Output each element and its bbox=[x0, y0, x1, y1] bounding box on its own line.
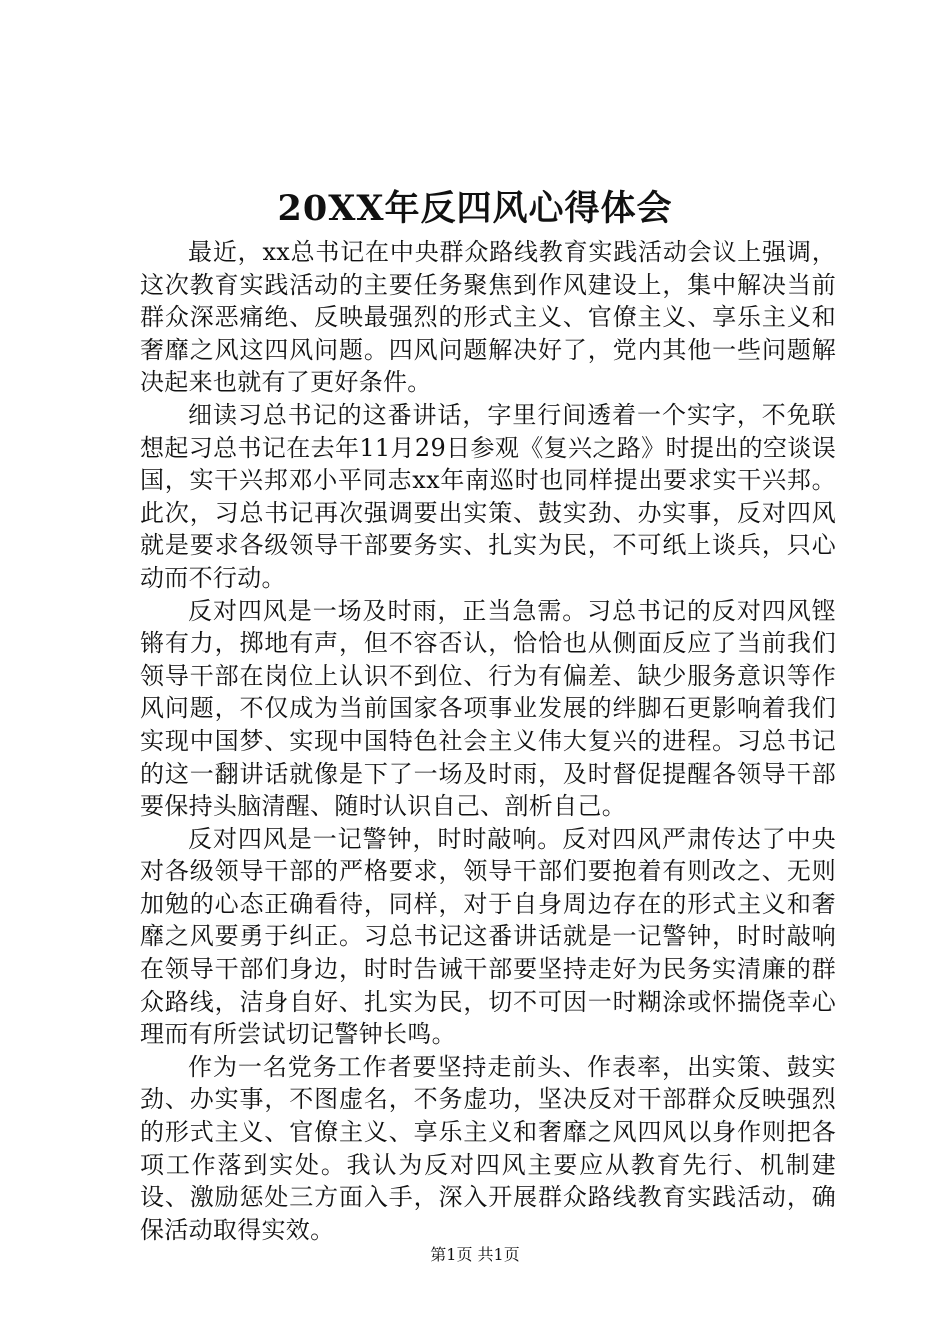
page-number-footer: 第1页 共1页 bbox=[430, 1245, 520, 1264]
document-title: 20XX年反四风心得体会 bbox=[277, 188, 673, 229]
paragraph-1: 最近，xx总书记在中央群众路线教育实践活动会议上强调，这次教育实践活动的主要任务聚焦到作风建设上，集中解决当前群众深恶痛绝、反映最强烈的形式主义、官僚主义、享乐主义和奢靡之风这四风问题。四风问题解决好了，党内其他一些问题解决起来也就有了更好条件。 bbox=[140, 238, 836, 397]
paragraph-5: 作为一名党务工作者要坚持走前头、作表率，出实策、鼓实劲、办实事，不图虚名，不务虚功，坚决反对干部群众反映强烈的形式主义、官僚主义、享乐主义和奢靡之风四风以身作则把各项工作落到实处。我认为反对四风主要应从教育先行、机制建设、激励惩处三方面入手，深入开展群众路线教育实践活动，确保活动取得实效。 bbox=[140, 1052, 836, 1244]
paragraph-2: 细读习总书记的这番讲话，字里行间透着一个实字，不免联想起习总书记在去年11月29日参观《复兴之路》时提出的空谈误国，实干兴邦邓小平同志xx年南巡时也同样提出要求实干兴邦。此次，习总书记再次强调要出实策、鼓实劲、办实事，反对四风就是要求各级领导干部要务实、扎实为民，不可纸上谈兵，只心动而不行动。 bbox=[140, 400, 836, 592]
paragraph-3: 反对四风是一场及时雨，正当急需。习总书记的反对四风铿锵有力，掷地有声，但不容否认，恰恰也从侧面反应了当前我们领导干部在岗位上认识不到位、行为有偏差、缺少服务意识等作风问题，不仅成为当前国家各项事业发展的绊脚石更影响着我们实现中国梦、实现中国特色社会主义伟大复兴的进程。习总书记的这一翻讲话就像是下了一场及时雨，及时督促提醒各领导干部要保持头脑清醒、随时认识自己、剖析自己。 bbox=[140, 596, 836, 821]
document-body bbox=[140, 236, 836, 1246]
paragraph-4: 反对四风是一记警钟，时时敲响。反对四风严肃传达了中央对各级领导干部的严格要求，领导干部们要抱着有则改之、无则加勉的心态正确看待，同样，对于自身周边存在的形式主义和奢靡之风要勇于纠正。习总书记这番讲话就是一记警钟，时时敲响在领导干部们身边，时时告诫干部要坚持走好为民务实清廉的群众路线，洁身自好、扎实为民，切不可因一时糊涂或怀揣侥幸心理而有所尝试切记警钟长鸣。 bbox=[140, 824, 836, 1049]
